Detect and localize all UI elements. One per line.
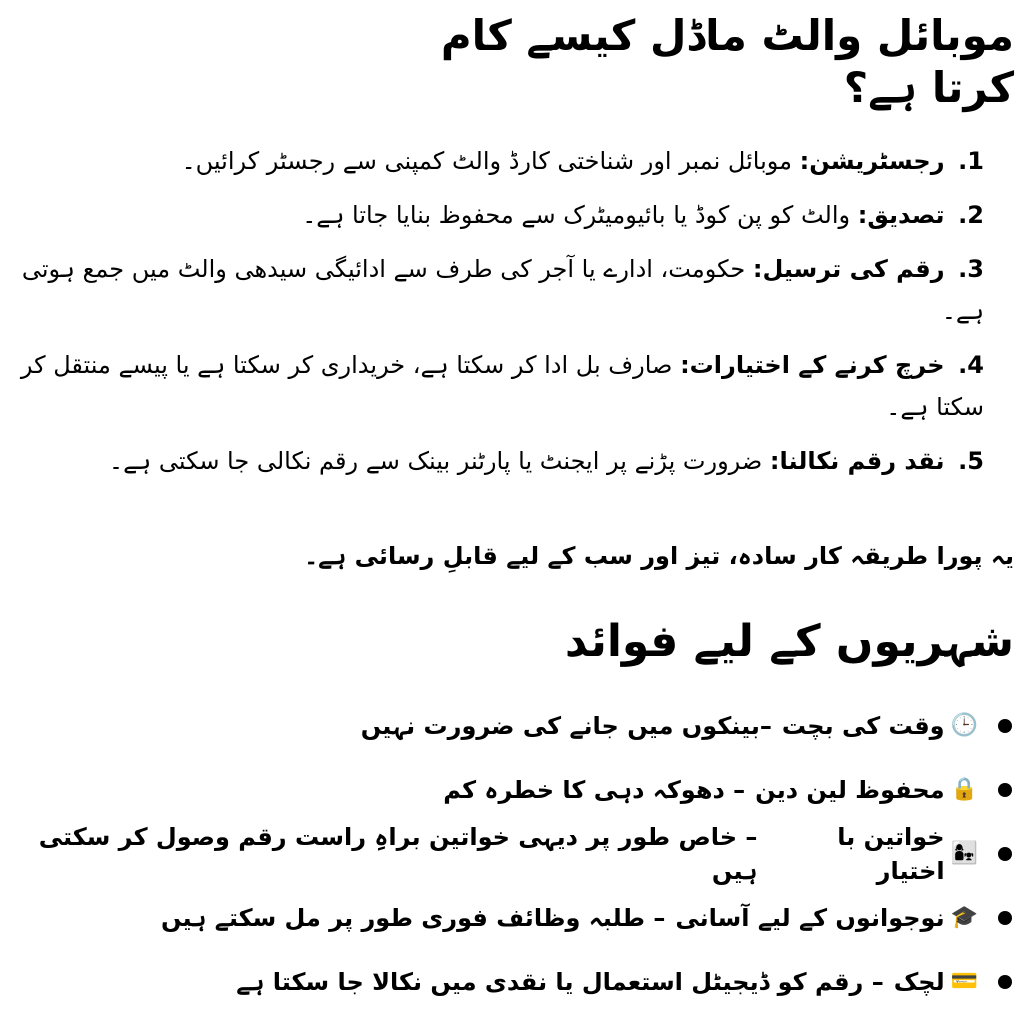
- clock-icon: 🕒: [950, 713, 978, 738]
- benefits-list: [12, 694, 1012, 1014]
- bullet-icon: [998, 975, 1012, 989]
- bullet-icon: [998, 783, 1012, 797]
- benefit-item: [12, 950, 1012, 1014]
- benefit-text: – رقم کو ڈیجیٹل استعمال یا نقدی میں نکالا جا سکتا ہے: [236, 968, 884, 996]
- credit-card-icon: 💳: [950, 969, 978, 994]
- benefit-item: [12, 886, 1012, 950]
- step-item: [4, 440, 984, 482]
- step-number: 5.: [958, 447, 984, 475]
- benefit-item: [12, 822, 1012, 886]
- step-title: تصدیق:: [857, 201, 945, 229]
- benefit-title: نوجوانوں کے لیے آسانی: [675, 904, 945, 932]
- benefit-item: [12, 694, 1012, 758]
- step-text: صارف بل ادا کر سکتا ہے، خریداری کر سکتا ہے یا پیسے منتقل کر سکتا ہے۔: [20, 351, 984, 421]
- bullet-icon: [998, 847, 1012, 861]
- benefit-title: وقت کی بچت: [781, 712, 945, 740]
- step-number: 2.: [958, 201, 984, 229]
- benefit-text: –بینکوں میں جانے کی ضرورت نہیں: [360, 712, 772, 740]
- benefit-text: – دھوکہ دہی کا خطرہ کم: [443, 776, 746, 804]
- step-text: ضرورت پڑنے پر ایجنٹ یا پارٹنر بینک سے رقم نکالی جا سکتی ہے۔: [109, 447, 763, 475]
- step-text: حکومت، ادارے یا آجر کی طرف سے ادائیگی سیدھی والٹ میں جمع ہوتی ہے۔: [21, 255, 984, 325]
- benefit-text: – طلبہ وظائف فوری طور پر مل سکتے ہیں: [160, 904, 666, 932]
- step-item: [4, 194, 984, 236]
- bullet-icon: [998, 719, 1012, 733]
- benefit-text: – خاص طور پر دیہی خواتین براہِ راست رقم وصول کر سکتی ہیں: [38, 823, 758, 885]
- page-title: موبائل والٹ ماڈل کیسے کام کرتا ہے؟: [440, 11, 1014, 112]
- step-title: نقد رقم نکالنا:: [769, 447, 945, 475]
- step-text: والٹ کو پن کوڈ یا بائیومیٹرک سے محفوظ بنایا جاتا ہے۔: [302, 201, 851, 229]
- steps-list: [4, 140, 984, 494]
- step-item: [4, 248, 984, 332]
- step-title: رقم کی ترسیل:: [752, 255, 945, 283]
- graduation-cap-icon: 🎓: [950, 905, 978, 930]
- women-icon: 👩‍👧: [950, 841, 978, 866]
- benefits-heading: شہریوں کے لیے فوائد: [564, 616, 1014, 667]
- step-item: [4, 140, 984, 182]
- benefit-item: [12, 758, 1012, 822]
- benefit-title: محفوظ لین دین: [755, 776, 945, 804]
- summary-text: یہ پورا طریقہ کار سادہ، تیز اور سب کے لیے قابلِ رسائی ہے۔: [304, 542, 1014, 570]
- benefit-title: خواتین با اختیار: [837, 823, 945, 885]
- benefit-title: لچک: [893, 968, 945, 996]
- step-number: 1.: [958, 147, 984, 175]
- step-title: رجسٹریشن:: [799, 147, 945, 175]
- step-item: [4, 344, 984, 428]
- bullet-icon: [998, 911, 1012, 925]
- step-text: موبائل نمبر اور شناختی کارڈ والٹ کمپنی سے رجسٹر کرائیں۔: [181, 147, 792, 175]
- lock-icon: 🔒: [950, 777, 978, 802]
- step-number: 3.: [958, 255, 984, 283]
- step-number: 4.: [958, 351, 984, 379]
- step-title: خرچ کرنے کے اختیارات:: [680, 351, 945, 379]
